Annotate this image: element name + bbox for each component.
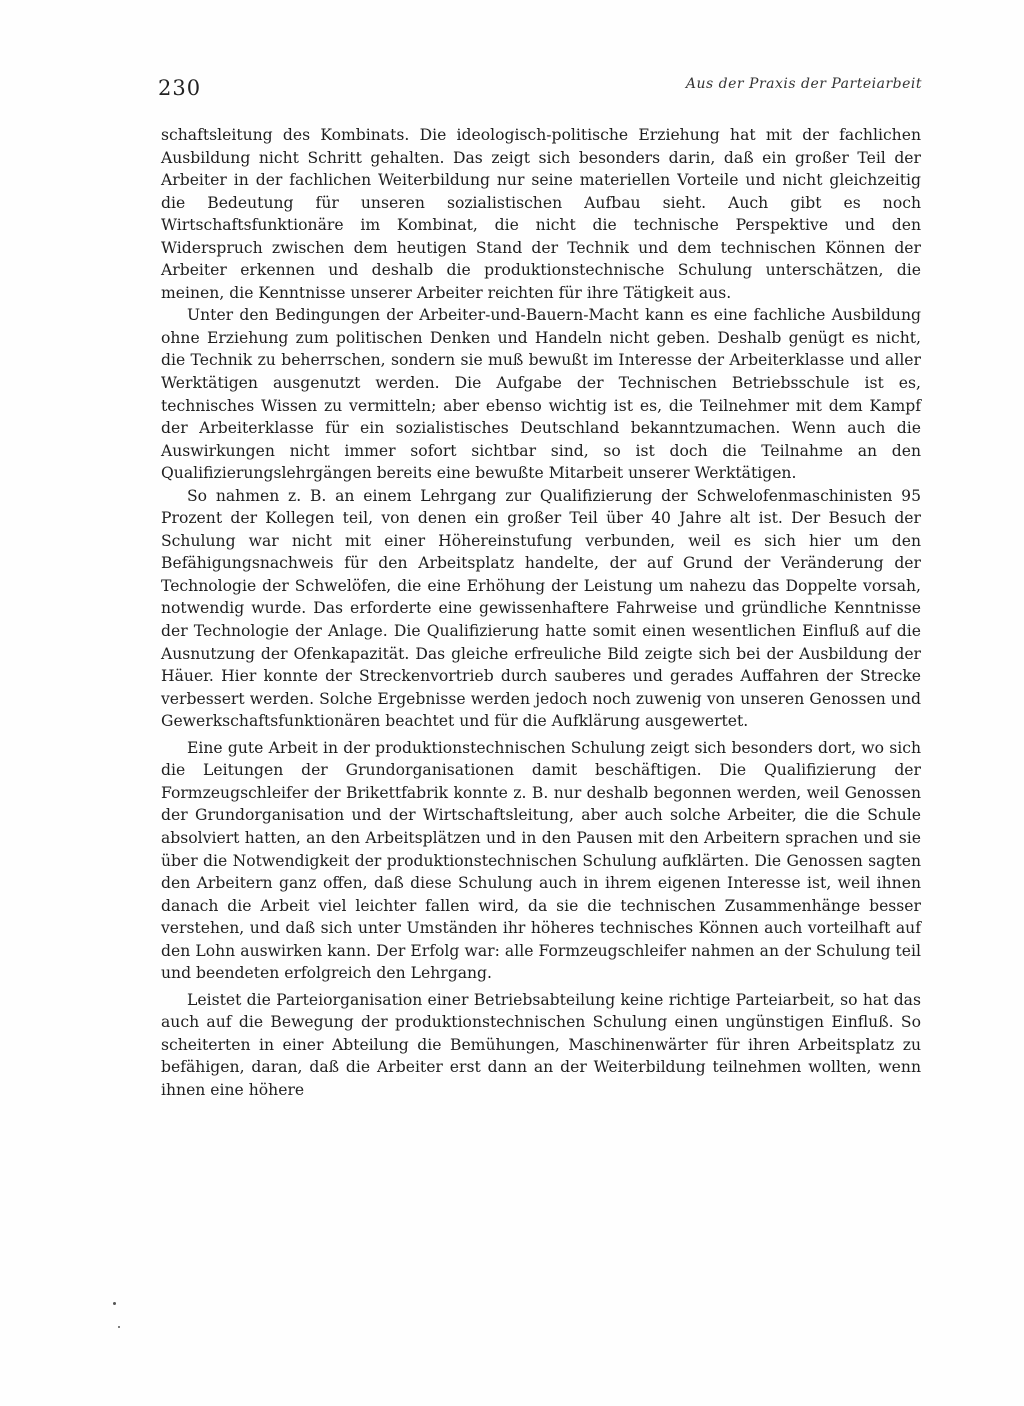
page-number: 230 xyxy=(158,76,202,100)
paragraph-5: Leistet die Parteiorganisation einer Betriebsabteilung keine richtige Parteiarbeit, so hat das auch auf die Bewegung der produktionstechnischen Schulung einen ungünstigen Einfluß. So scheiterten in einer Abteilung die Bemühungen, Maschinenwärter für ihren Arbeitsplatz zu befähigen, daran, daß die Arbeiter erst dann an der Weiterbildung teilnehmen wollten, wenn ihnen eine höhere xyxy=(161,990,921,1099)
paragraph-4: Eine gute Arbeit in der produktionstechnischen Schulung zeigt sich besonders dort, wo sich die Leitungen der Grundorganisationen damit beschäftigen. Die Qualifizierung der Formzeugschleifer der Brikettfabrik konnte z. B. nur deshalb begonnen werden, weil Genossen der Grundorganisation und der Wirtschaftsleitung, aber auch solche Arbeiter, die die Schule absolviert hatten, an den Arbeitsplätzen und in den Pausen mit den Arbeitern sprachen und sie über die Notwendigkeit der produktionstechnischen Schulung aufklärten. Die Genossen sagten den Arbeitern ganz offen, daß diese Schulung auch in ihrem eigenen Interesse ist, weil ihnen danach die Arbeit viel leichter fallen wird, da sie die technischen Zusammenhänge besser verstehen, und daß sich unter Umständen ihr höheres technisches Können auch vorteilhaft auf den Lohn auswirken kann. Der Erfolg war: alle Formzeugschleifer nahmen an der Schulung teil und beendeten erfolgreich den Lehrgang. xyxy=(161,738,921,983)
scan-speck xyxy=(118,1326,120,1328)
scan-speck xyxy=(113,1302,116,1305)
paragraph-2: Unter den Bedingungen der Arbeiter-und-Bauern-Macht kann es eine fachliche Ausbildung ohne Erziehung zum politischen Denken und Handeln nicht geben. Deshalb genügt es nicht, die Technik zu beherrschen, sondern sie muß bewußt im Interesse der Arbeiterklasse und aller Werktätigen ausgenutzt werden. Die Aufgabe der Technischen Betriebsschule ist es, technisches Wissen zu vermitteln; aber ebenso wichtig ist es, die Teilnehmer mit dem Kampf der Arbeiterklasse für ein sozialistisches Deutschland bekanntzumachen. Wenn auch die Auswirkungen nicht immer sofort sichtbar sind, so ist doch die Teilnahme an den Qualifizierungslehrgängen bereits eine bewußte Mitarbeit unserer Werktätigen. xyxy=(161,306,921,483)
paragraph-1: schaftsleitung des Kombinats. Die ideologisch-politische Erziehung hat mit der fachlichen Ausbildung nicht Schritt gehalten. Das zeigt sich besonders darin, daß ein großer Teil der Arbeiter in der fachlichen Weiterbildung nur seine materiellen Vorteile und nicht gleichzeitig die Bedeutung für unseren sozialistischen Aufbau sieht. Auch gibt es noch Wirtschaftsfunktionäre im Kombinat, die nicht die technische Perspektive und den Widerspruch zwischen dem heutigen Stand der Technik und dem technischen Können der Arbeiter erkennen und deshalb die produktionstechnische Schulung unterschätzen, die meinen, die Kenntnisse unserer Arbeiter reichten für ihre Tätigkeit aus. xyxy=(161,126,921,302)
running-head: Aus der Praxis der Parteiarbeit xyxy=(685,76,922,92)
body-text xyxy=(161,124,921,1102)
page-header xyxy=(158,72,922,102)
paragraph-3: So nahmen z. B. an einem Lehrgang zur Qualifizierung der Schwelofenmaschinisten 95 Prozent der Kollegen teil, von denen ein großer Teil über 40 Jahre alt ist. Der Besuch der Schulung war nicht mit einer Höhereinstufung verbunden, weil es sich hier um den Befähigungsnachweis für den Arbeitsplatz handelte, der auf Grund der Veränderung der Technologie der Schwelöfen, die eine Erhöhung der Leistung um nahezu das Doppelte vorsah, notwendig wurde. Das erforderte eine gewissenhaftere Fahrweise und gründliche Kenntnisse der Technologie der Anlage. Die Qualifizierung hatte somit einen wesentlichen Einfluß auf die Ausnutzung der Ofenkapazität. Das gleiche erfreuliche Bild zeigte sich bei der Ausbildung der Häuer. Hier konnte der Streckenvortrieb durch sauberes und gerades Auffahren der Strecke verbessert werden. Solche Ergebnisse werden jedoch noch zuwenig von unseren Genossen und Gewerkschaftsfunktionären beachtet und für die Aufklärung ausgewertet. xyxy=(161,486,921,731)
